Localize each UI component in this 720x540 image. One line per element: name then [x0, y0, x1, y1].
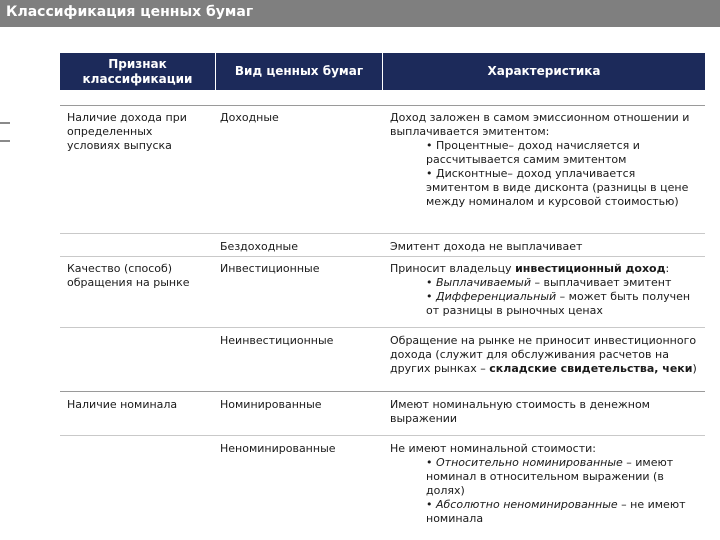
bullet-discount: • Дисконтные– доход уплачивается эмитентом в виде дисконта (разницы в цене между номиналом и курсовой стоимостью) [426, 167, 689, 208]
row-divider [60, 435, 705, 436]
header-description: Характеристика [487, 64, 601, 78]
criterion-nominal: Наличие номинала [67, 398, 178, 411]
desc-income-text: Доход заложен в самом эмиссионном отношении и выплачивается эмитентом: [390, 111, 690, 138]
criterion-income: Наличие дохода при определенных условиях выпуска [67, 111, 187, 152]
row-divider [60, 391, 705, 392]
desc-non-investment: Обращение на рынке не приносит инвестиционного дохода (служит для обслуживания расчетов на других рынках – складские свидетельства, чеки) [390, 334, 697, 375]
type-non-nominated: Неноминированные [220, 442, 336, 455]
type-non-investment: Неинвестиционные [220, 334, 334, 347]
criterion-circulation: Качество (способ) обращения на рынке [67, 262, 190, 289]
type-investment: Инвестиционные [220, 262, 320, 275]
type-nominated: Номинированные [220, 398, 322, 411]
desc-nominated: Имеют номинальную стоимость в денежном выражении [390, 398, 650, 425]
row-divider [60, 256, 705, 257]
row-divider [60, 327, 705, 328]
header-type: Вид ценных бумаг [234, 64, 364, 78]
desc-investment-text: Приносит владельцу инвестиционный доход: [390, 262, 670, 275]
bullet-relative: • Относительно номинированные – имеют номинал в относительном выражении (в долях) [426, 456, 674, 497]
desc-income [390, 111, 700, 209]
type-no-income: Бездоходные [220, 240, 298, 253]
desc-investment [390, 262, 700, 318]
bullet-paid: • Выплачиваемый – выплачивает эмитент [426, 276, 672, 289]
bullet-absolute: • Абсолютно неноминированные – не имеют номинала [426, 498, 686, 525]
slide-header [0, 0, 720, 27]
row-divider [60, 233, 705, 234]
decor-line [0, 122, 10, 124]
desc-non-nominated-text: Не имеют номинальной стоимости: [390, 442, 596, 455]
bullet-interest: • Процентные– доход начисляется и рассчитывается самим эмитентом [426, 139, 640, 166]
desc-no-income: Эмитент дохода не выплачивает [390, 240, 583, 253]
table-header [60, 53, 705, 90]
header-criterion: Признак классификации [82, 56, 193, 86]
type-income: Доходные [220, 111, 279, 124]
slide-title: Классификация ценных бумаг [6, 4, 254, 20]
bullet-differential: • Дифференциальный – может быть получен от разницы в рыночных ценах [426, 290, 691, 317]
decor-line [0, 140, 10, 142]
desc-non-nominated [390, 442, 700, 526]
row-divider [60, 105, 705, 106]
